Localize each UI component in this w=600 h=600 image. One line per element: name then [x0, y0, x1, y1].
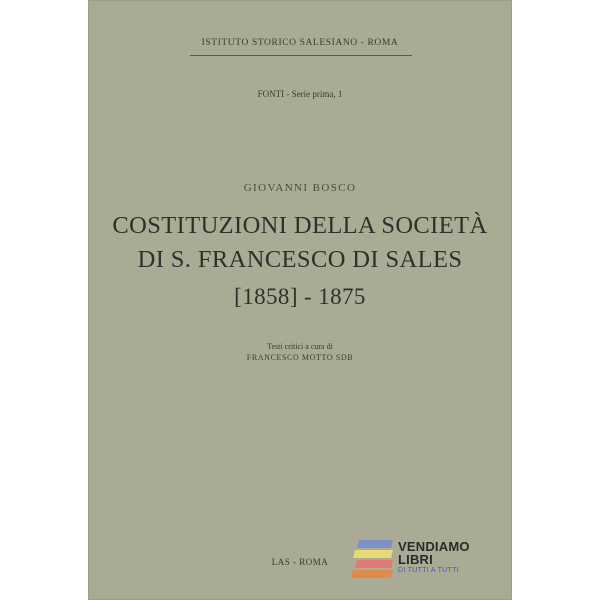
logo-tagline: DI TUTTI A TUTTI: [398, 567, 459, 574]
logo-text: LIBRI: [398, 552, 433, 567]
institute-header: ISTITUTO STORICO SALESIANO - ROMA: [201, 38, 399, 48]
header-rule: [190, 55, 412, 56]
title-line: DI S. FRANCESCO DI SALES: [137, 246, 463, 273]
author-name: GIOVANNI BOSCO: [243, 182, 357, 194]
series-label: FONTI - Serie prima, 1: [257, 89, 343, 99]
editor-label: Testi critici a cura di: [267, 342, 333, 351]
logo-stripe: [355, 560, 393, 568]
logo-stripe: [357, 540, 393, 548]
vendiamo-libri-logo: [352, 536, 492, 592]
title-dates: [1858] - 1875: [234, 284, 366, 309]
logo-stripe: [353, 550, 393, 558]
editor-name: FRANCESCO MOTTO SDB: [246, 353, 354, 362]
logo-stripe: [351, 570, 393, 578]
title-line: COSTITUZIONI DELLA SOCIETÀ: [112, 212, 488, 239]
logo-text: VENDIAMO: [398, 539, 470, 554]
publisher: LAS - ROMA: [271, 557, 329, 567]
